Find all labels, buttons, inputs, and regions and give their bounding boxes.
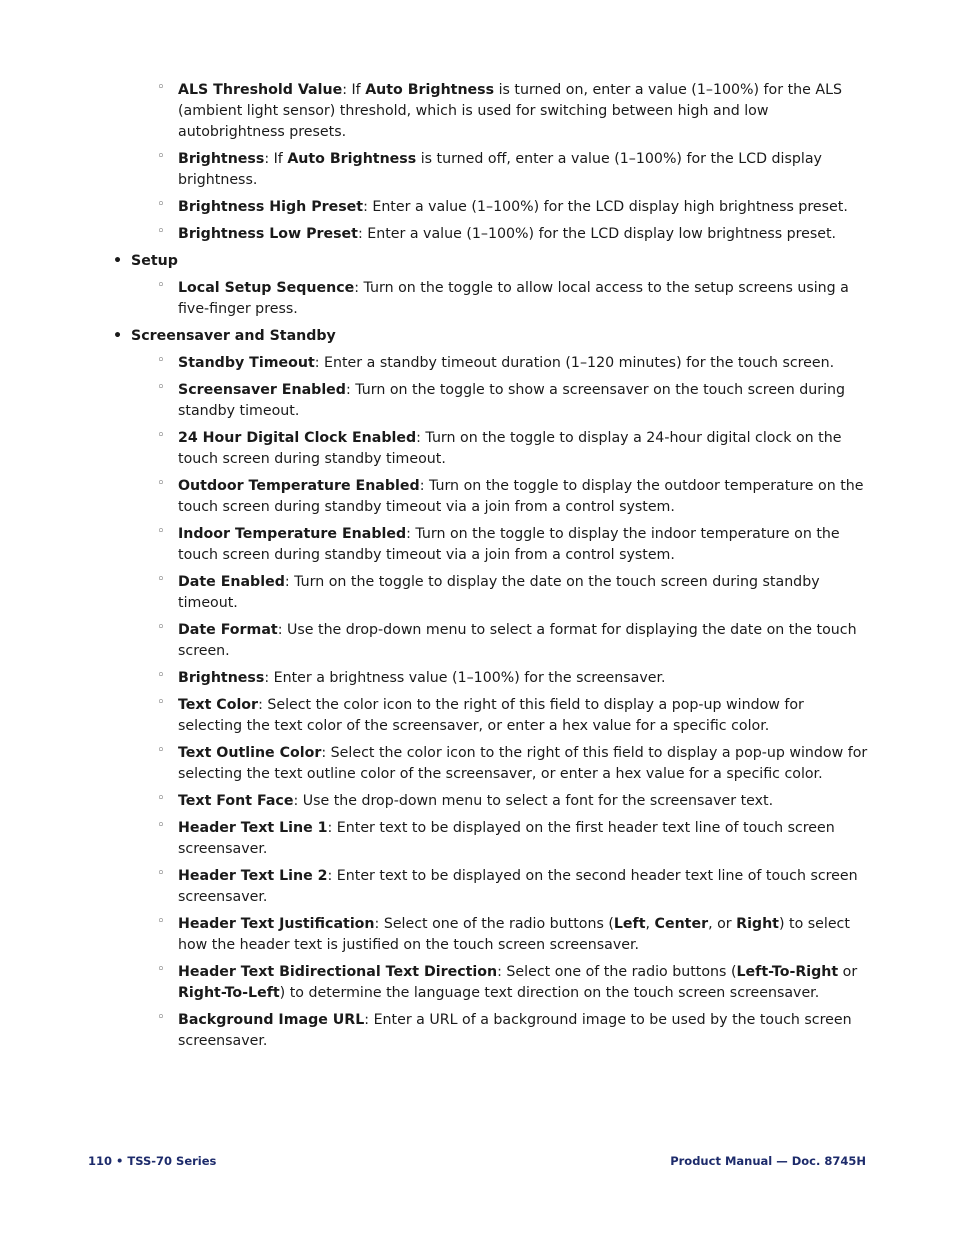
setting-term: Text Font Face bbox=[178, 793, 294, 809]
list-item-local-setup-sequence bbox=[178, 278, 868, 320]
setting-term: Local Setup Sequence bbox=[178, 280, 355, 296]
emphasis-term: Auto Brightness bbox=[365, 82, 495, 98]
setting-description: , bbox=[645, 916, 655, 932]
setting-term: Brightness High Preset bbox=[178, 199, 364, 215]
setting-description: : Enter a standby timeout duration (1–120 minutes) for the touch screen. bbox=[314, 355, 835, 371]
footer-page-info: 110 • TSS-70 Series bbox=[88, 1154, 217, 1168]
setting-description: : Turn on the toggle to display the indoor temperature on the touch screen during standby timeout via a join from a control system. bbox=[178, 526, 840, 563]
setting-description: : Turn on the toggle to display the outdoor temperature on the touch screen during standby timeout via a join from a control system. bbox=[178, 478, 864, 515]
setting-description: : Enter a value (1–100%) for the LCD display low brightness preset. bbox=[357, 226, 837, 242]
list-item-brightness bbox=[178, 668, 868, 689]
setting-description: : Use the drop-down menu to select a format for displaying the date on the touch screen. bbox=[178, 622, 857, 659]
list-item-text-color bbox=[178, 695, 868, 737]
setting-description: : Enter a URL of a background image to be used by the touch screen screensaver. bbox=[178, 1012, 852, 1049]
list-item-indoor-temperature-enabled bbox=[178, 524, 868, 566]
emphasis-term: Auto Brightness bbox=[287, 151, 417, 167]
emphasis-term: Left-To-Right bbox=[736, 964, 839, 980]
setting-term: Text Outline Color bbox=[178, 745, 322, 761]
setting-term: Header Text Line 2 bbox=[178, 868, 328, 884]
emphasis-term: Center bbox=[654, 916, 709, 932]
list-item-date-enabled bbox=[178, 572, 868, 614]
list-item-header-text-line-2 bbox=[178, 866, 868, 908]
list-item-text-outline-color bbox=[178, 743, 868, 785]
list-item-header-text-line-1 bbox=[178, 818, 868, 860]
settings-list bbox=[0, 80, 954, 1058]
setting-term: Date Enabled bbox=[178, 574, 285, 590]
setting-description: : If bbox=[342, 82, 366, 98]
list-item-screensaver-enabled bbox=[178, 380, 868, 422]
list-item-brightness-low-preset bbox=[178, 224, 868, 245]
setting-description: ) to select how the header text is justified on the touch screen screensaver. bbox=[178, 916, 850, 953]
list-item-brightness-high-preset bbox=[178, 197, 868, 218]
list-item-als-threshold-value bbox=[178, 80, 868, 143]
setting-term: Text Color bbox=[178, 697, 259, 713]
setting-term: Outdoor Temperature Enabled bbox=[178, 478, 420, 494]
setting-term: Brightness bbox=[178, 151, 265, 167]
setting-term: Brightness Low Preset bbox=[178, 226, 358, 242]
emphasis-term: Right bbox=[736, 916, 779, 932]
list-item-header-text-bidirectional-text-direction bbox=[178, 962, 868, 1004]
setting-term: Standby Timeout bbox=[178, 355, 315, 371]
footer-doc-info: Product Manual — Doc. 8745H bbox=[670, 1154, 866, 1168]
setting-description: : Use the drop-down menu to select a font for the screensaver text. bbox=[293, 793, 774, 809]
setting-description: : Select the color icon to the right of this field to display a pop-up window for selecting the text color of the screensaver, or enter a hex value for a specific color. bbox=[178, 697, 804, 734]
setting-term: ALS Threshold Value bbox=[178, 82, 343, 98]
setting-term: Brightness bbox=[178, 670, 265, 686]
emphasis-term: Left bbox=[613, 916, 646, 932]
setting-description: : Turn on the toggle to show a screensaver on the touch screen during standby timeout. bbox=[178, 382, 846, 419]
section-bullet-setup: • Setup bbox=[131, 251, 954, 272]
setting-description: ) to determine the language text direction on the touch screen screensaver. bbox=[279, 985, 820, 1001]
setting-description: : Select one of the radio buttons ( bbox=[497, 964, 737, 980]
setting-description: : Enter text to be displayed on the first header text line of touch screen screensaver. bbox=[178, 820, 835, 857]
list-item-text-font-face bbox=[178, 791, 868, 812]
emphasis-term: Right-To-Left bbox=[178, 985, 280, 1001]
setting-description: : Turn on the toggle to display a 24-hour digital clock on the touch screen during standby timeout. bbox=[178, 430, 842, 467]
list-item-24-hour-digital-clock-enabled bbox=[178, 428, 868, 470]
setting-description: : Turn on the toggle to allow local access to the setup screens using a five-finger press. bbox=[178, 280, 849, 317]
setting-description: : Select the color icon to the right of this field to display a pop-up window for selecting the text outline color of the screensaver, or enter a hex value for a specific color. bbox=[178, 745, 868, 782]
setting-description: : Enter text to be displayed on the second header text line of touch screen screensaver. bbox=[178, 868, 858, 905]
setting-term: Header Text Justification bbox=[178, 916, 375, 932]
setting-description: or bbox=[838, 964, 858, 980]
setting-term: Date Format bbox=[178, 622, 278, 638]
setting-term: Indoor Temperature Enabled bbox=[178, 526, 407, 542]
list-item-outdoor-temperature-enabled bbox=[178, 476, 868, 518]
setting-term: 24 Hour Digital Clock Enabled bbox=[178, 430, 417, 446]
list-item-background-image-url bbox=[178, 1010, 868, 1052]
setting-term: Header Text Line 1 bbox=[178, 820, 328, 836]
setting-description: , or bbox=[708, 916, 737, 932]
section-bullet-screensaver-and-standby: • Screensaver and Standby bbox=[131, 326, 954, 347]
setting-description: : Select one of the radio buttons ( bbox=[374, 916, 614, 932]
list-item-header-text-justification bbox=[178, 914, 868, 956]
setting-description: is turned off, enter a value (1–100%) for the LCD display brightness. bbox=[178, 151, 822, 188]
list-item-date-format bbox=[178, 620, 868, 662]
setting-description: : Enter a value (1–100%) for the LCD display high brightness preset. bbox=[363, 199, 848, 215]
list-item-standby-timeout bbox=[178, 353, 868, 374]
setting-description: : If bbox=[264, 151, 288, 167]
list-item-brightness bbox=[178, 149, 868, 191]
setting-description: : Enter a brightness value (1–100%) for the screensaver. bbox=[264, 670, 666, 686]
setting-term: Header Text Bidirectional Text Direction bbox=[178, 964, 498, 980]
setting-description: : Turn on the toggle to display the date on the touch screen during standby timeout. bbox=[178, 574, 820, 611]
setting-term: Background Image URL bbox=[178, 1012, 365, 1028]
setting-description: is turned on, enter a value (1–100%) for the ALS (ambient light sensor) threshold, which is used for switching between high and low autobrightness presets. bbox=[178, 82, 842, 140]
setting-term: Screensaver Enabled bbox=[178, 382, 346, 398]
